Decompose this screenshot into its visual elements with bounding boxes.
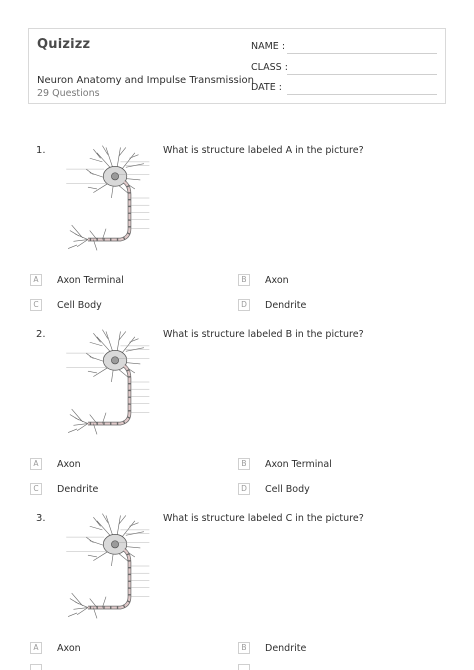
date-label: DATE : [251,82,282,93]
option-text[interactable]: Axon [57,643,81,654]
question-count: 29 Questions [37,88,100,99]
option-text[interactable]: Cell Body [57,300,102,311]
option-letter[interactable]: B [238,642,250,654]
option-letter-partial[interactable] [238,664,250,670]
name-line [287,53,437,54]
option-text[interactable]: Axon Terminal [265,459,332,470]
option-text[interactable]: Cell Body [265,484,310,495]
option-text[interactable]: Dendrite [57,484,99,495]
question-text: What is structure labeled C in the picture? [163,513,364,524]
class-line [287,74,437,75]
option-letter[interactable]: A [30,458,42,470]
question-number: 1. [36,145,46,156]
option-text[interactable]: Axon [57,459,81,470]
option-letter[interactable]: C [30,299,42,311]
neuron-diagram [56,326,156,438]
option-letter[interactable]: A [30,274,42,286]
option-letter[interactable]: B [238,274,250,286]
worksheet-header [28,28,446,104]
option-text[interactable]: Axon Terminal [57,275,124,286]
option-letter[interactable]: D [238,483,250,495]
option-letter[interactable]: A [30,642,42,654]
neuron-diagram [56,142,156,254]
option-letter[interactable]: B [238,458,250,470]
date-line [287,94,437,95]
option-letter[interactable]: D [238,299,250,311]
question-text: What is structure labeled A in the picture? [163,145,364,156]
option-letter-partial[interactable] [30,664,42,670]
neuron-diagram [56,510,156,622]
option-text[interactable]: Dendrite [265,300,307,311]
name-label: NAME : [251,41,286,52]
worksheet-title: Neuron Anatomy and Impulse Transmission [37,75,254,86]
class-label: CLASS : [251,62,288,73]
quizizz-logo: Quizizz [37,37,91,52]
option-letter[interactable]: C [30,483,42,495]
question-text: What is structure labeled B in the picture? [163,329,364,340]
question-number: 3. [36,513,46,524]
option-text[interactable]: Axon [265,275,289,286]
option-text[interactable]: Dendrite [265,643,307,654]
question-number: 2. [36,329,46,340]
